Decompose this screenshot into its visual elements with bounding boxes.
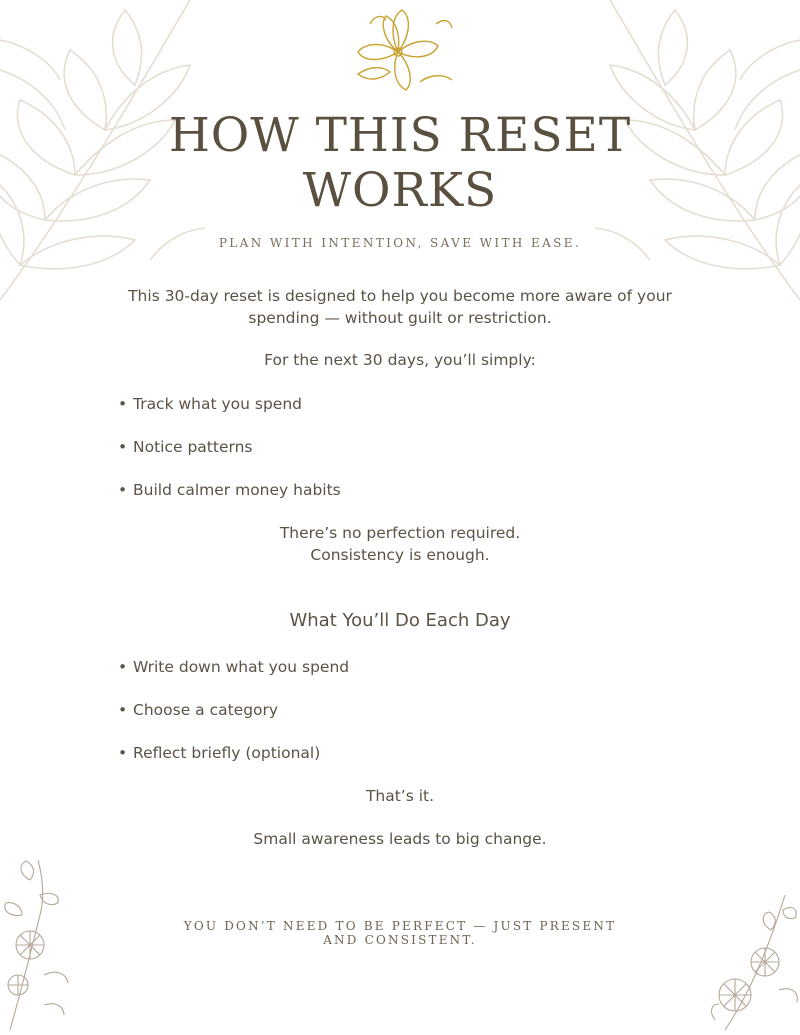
title-line-1: HOW THIS RESET: [168, 108, 632, 163]
list-item: [118, 393, 678, 415]
list-item-text: Choose a category: [133, 701, 279, 719]
list-item: [118, 742, 678, 764]
footer-quote: [170, 919, 630, 947]
list-item: [118, 479, 678, 501]
page-subtitle: PLAN WITH INTENTION, SAVE WITH EASE.: [218, 236, 582, 250]
footer-line-2: AND CONSISTENT.: [323, 933, 477, 947]
intro-line-2: spending — without guilt or restriction.: [248, 309, 552, 327]
closing-line-2: Small awareness leads to big change.: [253, 830, 547, 848]
list-item: [118, 436, 678, 458]
bullet-icon: •: [118, 658, 128, 676]
gold-flower-icon: [340, 4, 460, 100]
footer-line-1: YOU DON’T NEED TO BE PERFECT — JUST PRESENT: [183, 919, 617, 933]
intro-paragraph: [100, 285, 700, 329]
bullet-icon: •: [118, 481, 128, 499]
reassurance-line-1: There’s no perfection required.: [279, 524, 521, 542]
bullet-icon: •: [118, 701, 128, 719]
closing-line-1: That’s it.: [365, 787, 435, 805]
reassurance-text: [100, 522, 700, 566]
list-item-text: Track what you spend: [133, 395, 303, 413]
bullet-icon: •: [118, 744, 128, 762]
page-title: [0, 108, 800, 218]
reassurance-line-2: Consistency is enough.: [310, 546, 490, 564]
intro-line-1: This 30-day reset is designed to help you become more aware of your: [128, 287, 672, 305]
title-line-2: WORKS: [302, 163, 498, 218]
list-item: [118, 656, 678, 678]
floral-sketch-right-icon: [705, 890, 800, 1030]
list-item-text: Build calmer money habits: [133, 481, 341, 499]
list-item: [118, 699, 678, 721]
list-item-text: Notice patterns: [133, 438, 253, 456]
intro-lead: For the next 30 days, you’ll simply:: [264, 351, 536, 369]
floral-sketch-left-icon: [0, 855, 80, 1030]
section-heading: What You’ll Do Each Day: [289, 610, 511, 631]
bullet-icon: •: [118, 438, 128, 456]
bullet-icon: •: [118, 395, 128, 413]
list-item-text: Write down what you spend: [133, 658, 350, 676]
list-item-text: Reflect briefly (optional): [133, 744, 321, 762]
